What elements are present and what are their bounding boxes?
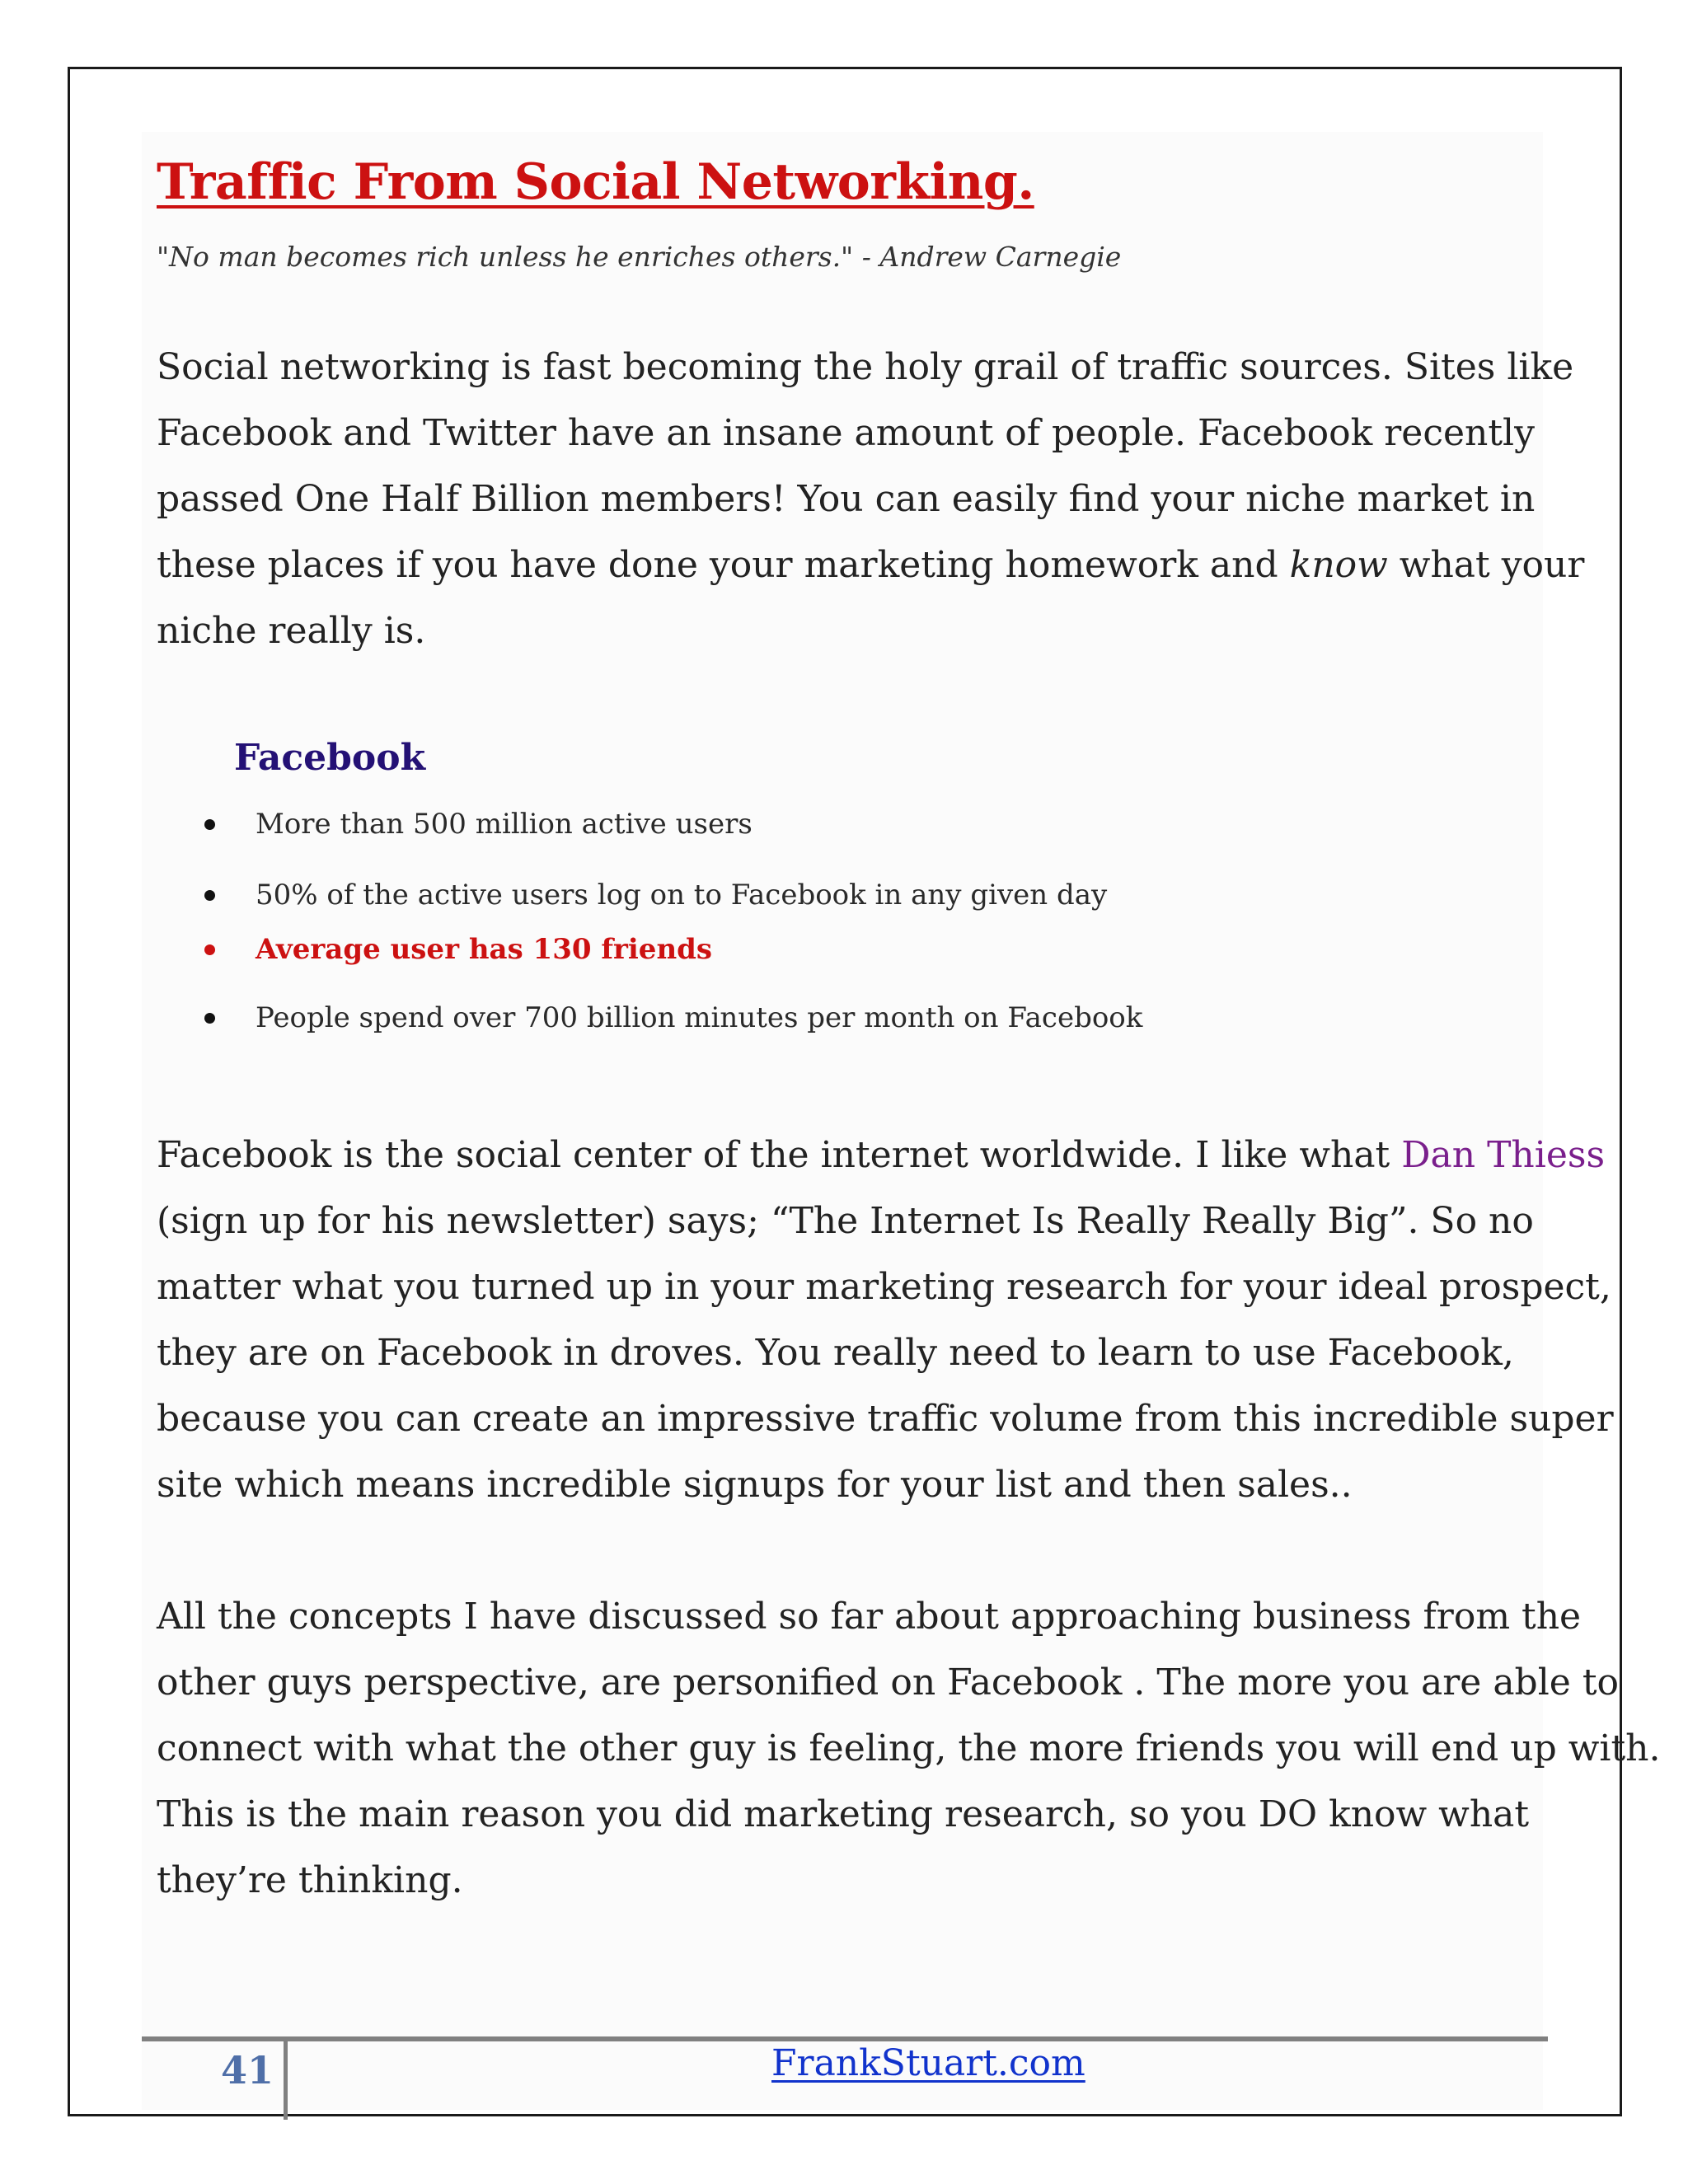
dan-thiess-link[interactable]: Dan Thiess xyxy=(1401,1134,1606,1176)
footer-site-link[interactable]: FrankStuart.com xyxy=(771,2042,1085,2084)
intro-line: niche really is. xyxy=(157,610,426,652)
paragraph-line: site which means incredible signups for your list and then sales.. xyxy=(157,1464,1353,1506)
intro-line: Facebook and Twitter have an insane amount of people. Facebook recently xyxy=(157,412,1535,454)
bullet-icon xyxy=(204,890,215,901)
bullet-icon xyxy=(204,944,215,955)
footer-divider-line xyxy=(142,2036,1548,2041)
intro-line-text: what your xyxy=(1387,544,1585,586)
paragraph-line: All the concepts I have discussed so far about approaching business from the xyxy=(157,1596,1582,1638)
bullet-icon xyxy=(204,819,215,830)
intro-paragraph xyxy=(157,335,1585,664)
facebook-paragraph xyxy=(157,1122,1614,1518)
list-item-text: More than 500 million active users xyxy=(256,808,753,841)
intro-line xyxy=(157,544,1584,586)
emphasis-know: know xyxy=(1289,544,1388,586)
list-item-text: People spend over 700 billion minutes per month on Facebook xyxy=(256,1001,1143,1034)
facebook-heading: Facebook xyxy=(234,737,426,779)
page-title: Traffic From Social Networking. xyxy=(157,153,1034,211)
list-item-text: Average user has 130 friends xyxy=(256,933,713,966)
paragraph-line: other guys perspective, are personified on Facebook . The more you are able to xyxy=(157,1661,1619,1704)
footer-vertical-divider xyxy=(284,2041,288,2120)
intro-line-text: these places if you have done your marketing homework and xyxy=(157,544,1290,586)
page-number: 41 xyxy=(221,2048,274,2093)
paragraph-line: because you can create an impressive traffic volume from this incredible super xyxy=(157,1398,1614,1440)
epigraph-quote: "No man becomes rich unless he enriches others." - Andrew Carnegie xyxy=(157,241,1122,273)
list-item-text: 50% of the active users log on to Facebook in any given day xyxy=(256,879,1108,912)
intro-line: Social networking is fast becoming the holy grail of traffic sources. Sites like xyxy=(157,346,1574,388)
concepts-paragraph xyxy=(157,1584,1661,1914)
paragraph-line: they are on Facebook in droves. You really need to learn to use Facebook, xyxy=(157,1332,1514,1374)
paragraph-line: they’re thinking. xyxy=(157,1859,463,1901)
bullet-icon xyxy=(204,1013,215,1024)
paragraph-line xyxy=(157,1134,1605,1176)
paragraph-line: (sign up for his newsletter) says; “The Internet Is Really Really Big”. So no xyxy=(157,1200,1534,1242)
paragraph-line-text: Facebook is the social center of the internet worldwide. I like what xyxy=(157,1134,1402,1176)
paragraph-line: This is the main reason you did marketing research, so you DO know what xyxy=(157,1793,1530,1835)
paragraph-line: matter what you turned up in your marketing research for your ideal prospect, xyxy=(157,1266,1611,1308)
paragraph-line: connect with what the other guy is feeling, the more friends you will end up with. xyxy=(157,1727,1661,1769)
intro-line: passed One Half Billion members! You can easily find your niche market in xyxy=(157,478,1536,520)
